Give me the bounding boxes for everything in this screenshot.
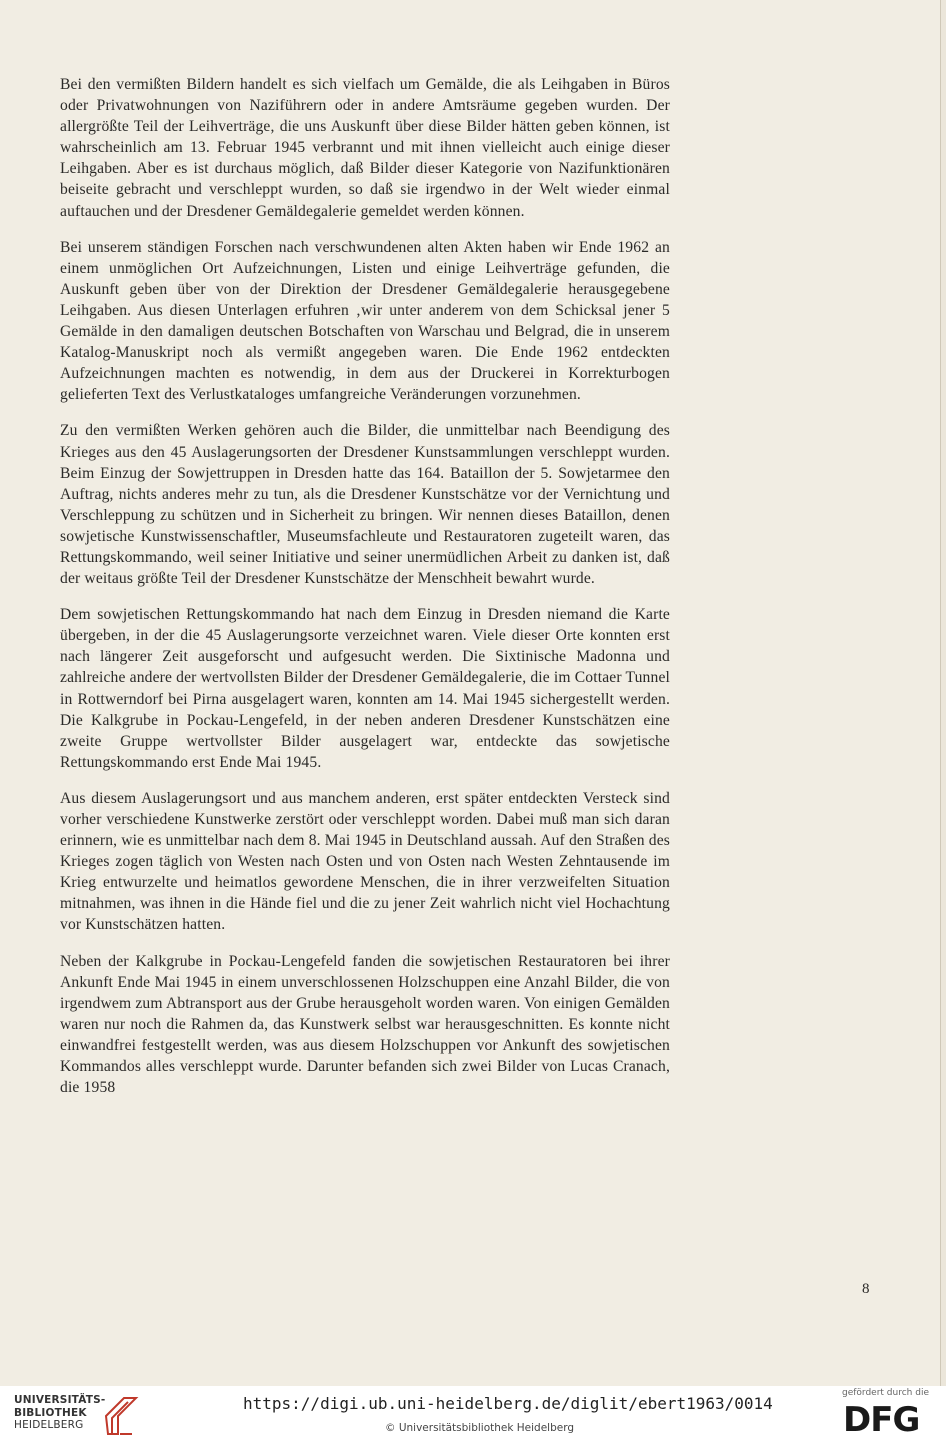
funding-label: gefördert durch die bbox=[842, 1388, 929, 1398]
paragraph-2: Bei unserem ständigen Forschen nach verschwundenen alten Akten haben wir Ende 1962 an einem unmöglichen Ort Aufzeichnungen, Listen und einige Leihverträge gefunden, die Auskunft geben über von der Direktion der Dresdener Gemäldegalerie herausgegebene Leihgaben. Aus diesen Unterlagen erfuhren ‚wir unter anderem von dem Schicksal jener 5 Gemälde in den damaligen deutschen Botschaften von Warschau und Belgrad, die in unserem Katalog-Manuskript noch als vermißt angegeben waren. Die Ende 1962 entdeckten Aufzeichnungen machten es notwendig, in dem aus der Druckerei in Korrekturbogen gelieferten Text des Verlustkataloges umfangreiche Veränderungen vorzunehmen. bbox=[60, 238, 670, 404]
dfg-logo[interactable]: DFG bbox=[843, 1400, 920, 1440]
viewer-footer bbox=[0, 1386, 946, 1446]
permalink-url[interactable]: https://digi.ub.uni-heidelberg.de/diglit/ebert1963/0014 bbox=[243, 1394, 773, 1413]
paragraph-4: Dem sowjetischen Rettungskommando hat nach dem Einzug in Dresden niemand die Karte übergeben, in der die 45 Auslagerungsorte verzeichnet waren. Viele dieser Orte konnten erst nach längerer Zeit ausgeforscht und aufgesucht werden. Die Sixtinische Madonna und zahlreiche andere der wertvollsten Bilder der Dresdener Gemäldegalerie, die im Cottaer Tunnel in Rottwerndorf bei Pirna ausgelagert waren, konnten am 14. Mai 1945 sichergestellt werden. Die Kalkgrube in Pockau-Lengefeld, in der neben anderen Dresdener Kunstschätzen eine zweite Gruppe wertvollster Bilder ausgelagert war, entdeckte das sowjetische Rettungskommando erst Ende Mai 1945. bbox=[60, 606, 670, 771]
paragraph-6: Neben der Kalkgrube in Pockau-Lengefeld fanden die sowjetischen Restauratoren bei ihrer Ankunft Ende Mai 1945 in einem unverschlossenen Holzschuppen eine Anzahl Bilder, die von irgendwem zum Abtransport aus der Grube herausgeholt worden waren. Von einigen Gemälden waren nur noch die Rahmen da, das Kunstwerk selbst war herausgeschnitten. Es konnte nicht einwandfrei festgestellt werden, was aus diesem Holzschuppen vor Ankunft des sowjetischen Kommandos alles verschleppt wurde. Darunter befanden sich zwei Bilder von Lucas Cranach, die 1958 bbox=[60, 952, 670, 1097]
library-logo[interactable] bbox=[14, 1394, 134, 1440]
library-name-line1: UNIVERSITÄTS- bbox=[14, 1394, 106, 1406]
paragraph-5: Aus diesem Auslagerungsort und aus manchem anderen, erst später entdeckten Versteck sind vorher verschiedene Kunstwerke zerstört oder verschleppt worden. Dabei muß man sich daran erinnern, wie es unmittelbar nach dem 8. Mai 1945 in Deutschland aussah. Auf den Straßen des Krieges zogen täglich von Westen nach Osten und von Osten nach Westen Zehntausende im Krieg entwurzelte und heimatlos gewordene Menschen, die in ihrer verzweifelten Situation mitnahmen, was ihnen in die Hände fiel und die zu jener Zeit wahrlich nicht viel Hochachtung vor Kunstschätzen hatten. bbox=[60, 789, 670, 934]
paragraph-1: Bei den vermißten Bildern handelt es sich vielfach um Gemälde, die als Leihgaben in Büros oder Privatwohnungen von Naziführern oder in andere Amtsräume gegeben wurden. Der allergrößte Teil der Leihverträge, die uns Auskunft über diese Bilder hätten geben können, ist wahrscheinlich am 13. Februar 1945 verbrannt und mit ihnen vielleicht auch einige dieser Leihgaben. Aber es ist durchaus möglich, daß Bilder dieser Kategorie von Nazifunktionären beiseite gebracht und verschleppt wurden, so daß sie irgendwo in der Welt wieder einmal auftauchen und der Dresdener Gemäldegalerie gemeldet werden können. bbox=[60, 76, 670, 220]
page-number: 8 bbox=[862, 1281, 870, 1297]
library-name bbox=[14, 1394, 105, 1432]
library-name-line2: BIBLIOTHEK bbox=[14, 1406, 87, 1419]
body-text bbox=[60, 74, 670, 1113]
library-name-line3: HEIDELBERG bbox=[14, 1419, 84, 1431]
copyright-notice: © Universitätsbibliothek Heidelberg bbox=[385, 1422, 575, 1434]
paragraph-3: Zu den vermißten Werken gehören auch die Bilder, die unmittelbar nach Beendigung des Krieges aus den 45 Auslagerungsorten der Dresdener Kunstsammlungen verschleppt wurden. Beim Einzug der Sowjettruppen in Dresden hatte das 164. Bataillon der 5. Sowjetarmee den Auftrag, nichts anderes mehr zu tun, als die Dresdener Kunstschätze vor der Vernichtung und Verschleppung zu schützen und in Sicherheit zu bringen. Wir nennen dieses Bataillon, denen sowjetische Kunstwissenschaftler, Museumsfachleute und Restauratoren zugeteilt waren, das Rettungskommando, weil seiner Initiative und seiner unermüdlichen Arbeit zu danken ist, daß der weitaus größte Teil der Dresdener Kunstschätze der Menschheit bewahrt wurde. bbox=[60, 422, 670, 588]
library-mark-icon bbox=[102, 1394, 140, 1438]
